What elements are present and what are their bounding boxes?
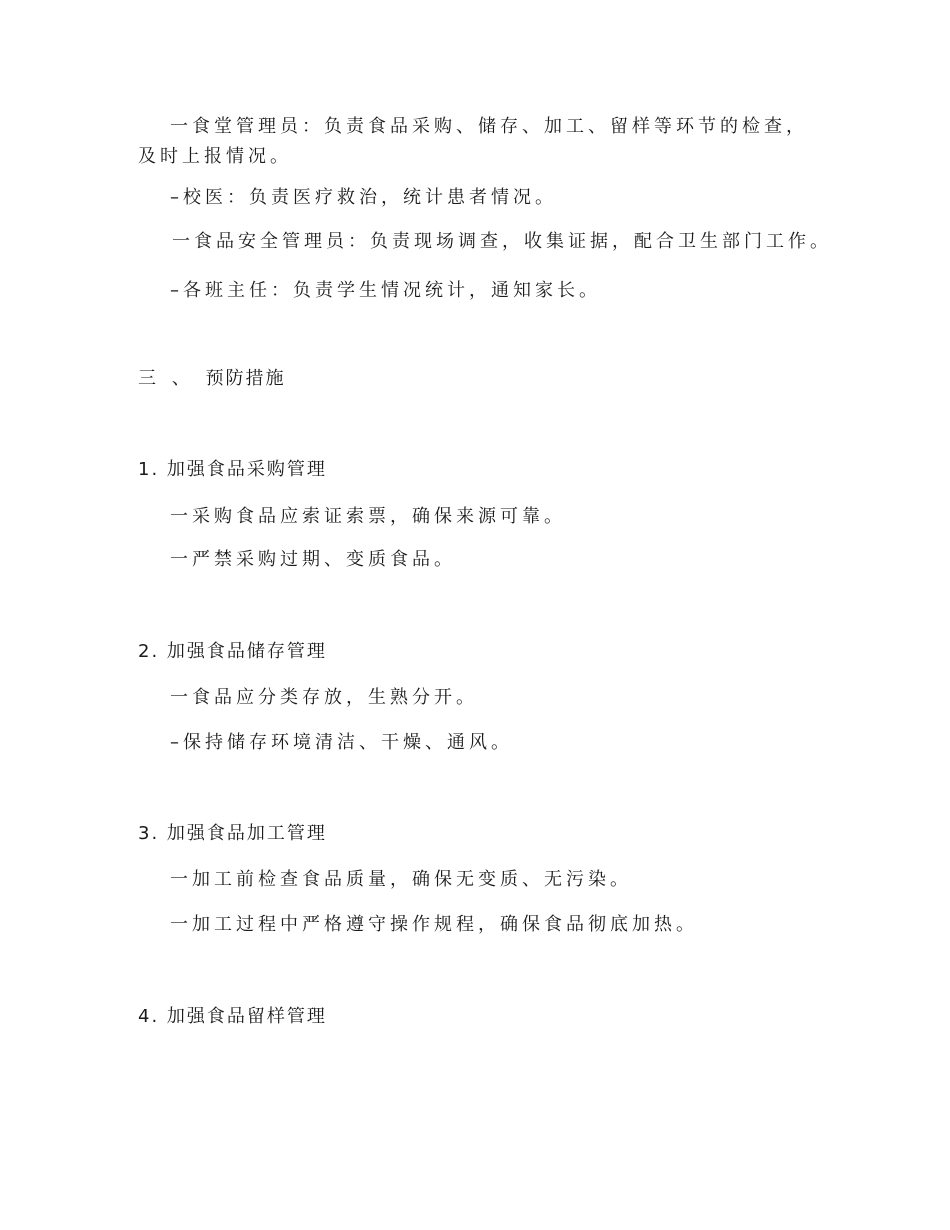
- section-heading-prevention: 三 、 预防措施: [138, 368, 286, 389]
- measure-item: 一采购食品应索证索票，确保来源可靠。: [170, 506, 566, 527]
- measure-item: 一食品应分类存放，生熟分开。: [170, 687, 478, 708]
- role-school-doctor: –校医：负责医疗救治，统计患者情况。: [170, 187, 557, 208]
- measure-item: 一严禁采购过期、变质食品。: [170, 549, 456, 570]
- measure-title-storage: 2. 加强食品储存管理: [138, 641, 327, 662]
- measure-title-sampling: 4. 加强食品留样管理: [138, 1006, 327, 1027]
- measure-item: 一加工前检查食品质量，确保无变质、无污染。: [170, 869, 632, 890]
- measure-item: –保持储存环境清洁、干燥、通风。: [170, 732, 513, 753]
- role-canteen-manager: 一食堂管理员：负责食品采购、储存、加工、留样等环节的检查，: [170, 116, 808, 137]
- role-class-teachers: –各班主任：负责学生情况统计，通知家长。: [170, 280, 601, 301]
- role-canteen-manager-cont: 及时上报情况。: [138, 146, 292, 167]
- role-food-safety-manager: 一食品安全管理员：负责现场调查，收集证据，配合卫生部门工作。: [172, 231, 832, 252]
- measure-item: 一加工过程中严格遵守操作规程，确保食品彻底加热。: [170, 914, 698, 935]
- measure-title-procurement: 1. 加强食品采购管理: [138, 459, 327, 480]
- measure-title-processing: 3. 加强食品加工管理: [138, 823, 327, 844]
